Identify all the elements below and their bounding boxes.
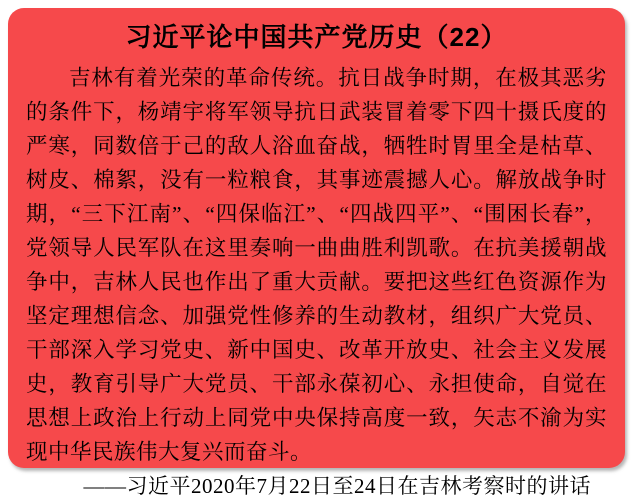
document-card (8, 8, 625, 498)
document-title: 习近平论中国共产党历史（22） (125, 22, 508, 52)
attribution-line: ——习近平2020年7月22日至24日在吉林考察时的讲话 (83, 474, 591, 498)
body-paragraph: 吉林有着光荣的革命传统。抗日战争时期，在极其恶劣的条件下，杨靖宇将军领导抗日武装冒着零下四十摄氏度的严寒，同数倍于己的敌人浴血奋战，牺牲时胃里全是枯草、树皮、棉絮，没有一粒粮食，其事迹震撼人心。解放战争时期，“三下江南”、“四保临江”、“四战四平”、“围困长春”，党领导人民军队在这里奏响一曲曲胜利凯歌。在抗美援朝战争中，吉林人民也作出了重大贡献。要把这些红色资源作为坚定理想信念、加强党性修养的生动教材，组织广大党员、干部深入学习党史、新中国史、改革开放史、社会主义发展史，教育引导广大党员、干部永葆初心、永担使命，自觉在思想上政治上行动上同党中央保持高度一致，矢志不渝为实现中华民族伟大复兴而奋斗。 (26, 66, 607, 464)
